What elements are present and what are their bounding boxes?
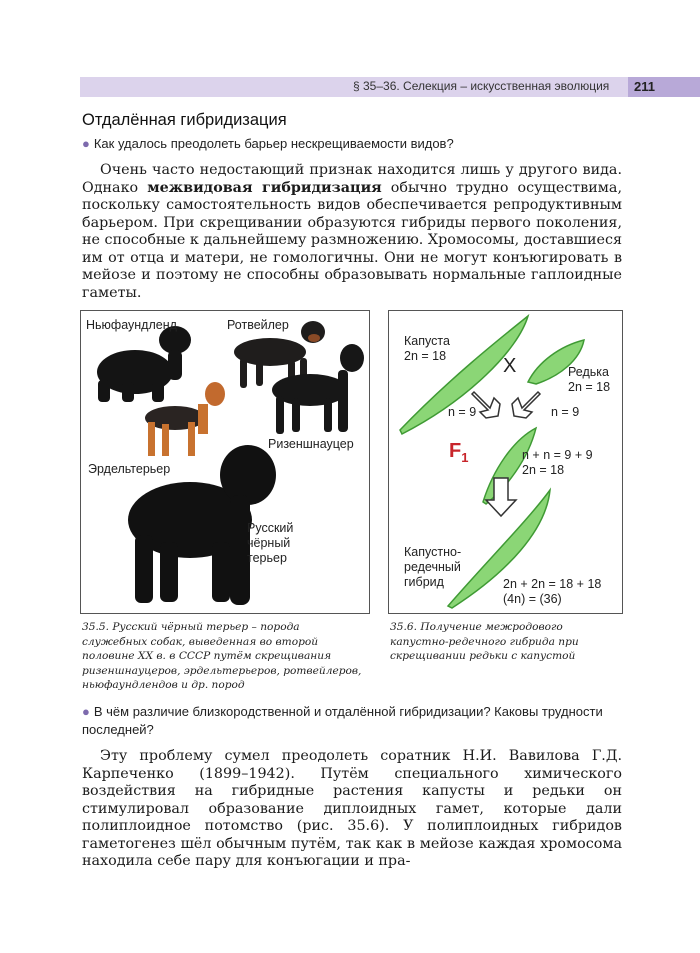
paragraph-2 — [82, 748, 622, 871]
label-hybrid-line1: Капустно- — [404, 545, 462, 559]
question-1 — [82, 135, 622, 153]
caption-35-6-number: 35.6. — [390, 621, 417, 633]
arrow-left-icon — [472, 392, 500, 418]
caption-35-5-text: Русский чёрный терьер – порода служебных собак, выведенная во второй половине XX в. в СССР путём скрещивания ризеншнауцеров, эрдельтерьеров, ротвейлеров, ньюфаундлендов и др. пород — [82, 621, 362, 691]
question-2-text: В чём различие близкородственной и отдалённой гибридизации? Каковы трудности последней? — [82, 704, 603, 737]
caption-35-6-text: Получение межродового капустно-редечного гибрида при скрещивании редьки с капустой — [390, 621, 579, 662]
label-rottweiler: Ротвейлер — [227, 318, 289, 332]
gamete-right: n = 9 — [551, 405, 580, 419]
label-cabbage-name: Капуста — [404, 334, 450, 348]
para1-part2: обычно трудно осуществима, поскольку самостоятельность видов обеспечивается репродуктивным барьером. При скрещивании образуются гибриды первого поколения, не способные к дальнейшему размножению. Хромосомы, доставшиеся им от отца и матери, не гомологичны. Они не могут конъюгировать в мейозе и поэтому не способны образовывать нормальные гаплоидные гаметы. — [82, 179, 622, 301]
label-giant-schnauzer: Ризеншнауцер — [268, 437, 354, 451]
f1-label — [449, 440, 468, 465]
f1-letter: F — [449, 440, 462, 462]
f1-subscript: 1 — [461, 450, 469, 465]
cross-sign: X — [503, 355, 517, 377]
label-hybrid-line3: гибрид — [404, 575, 444, 589]
hybrid-formula-line1: 2n + 2n = 18 + 18 — [503, 577, 602, 591]
f1-formula-line2: 2n = 18 — [522, 463, 565, 477]
bullet-icon: ● — [82, 136, 90, 151]
arrow-right-icon — [512, 392, 540, 418]
label-black-terrier-line1: Русский — [247, 521, 294, 535]
caption-35-5 — [82, 620, 368, 693]
page-number: 211 — [628, 77, 700, 97]
label-radish-name: Редька — [568, 365, 609, 379]
label-black-terrier — [247, 521, 293, 566]
label-radish — [568, 365, 610, 395]
paragraph-1 — [82, 162, 622, 302]
label-radish-chromosomes: 2n = 18 — [568, 380, 611, 394]
label-airedale: Эрдельтерьер — [88, 462, 171, 476]
para1-term: межвидовая гибридизация — [147, 179, 382, 196]
gamete-left: n = 9 — [448, 405, 477, 419]
question-2 — [82, 703, 622, 739]
running-title: § 35–36. Селекция – искусственная эволюция — [353, 79, 610, 93]
label-newfoundland: Ньюфаундленд — [86, 318, 177, 332]
f1-formula-line1: n + n = 9 + 9 — [522, 448, 593, 462]
label-black-terrier-line3: терьер — [247, 551, 287, 565]
label-hybrid — [404, 545, 461, 590]
section-title: Отдалённая гибридизация — [82, 111, 287, 129]
label-cabbage-chromosomes: 2n = 18 — [404, 349, 447, 363]
para1-part1: Очень часто недостающий признак находится лишь у другого вида. Однако — [82, 162, 622, 196]
para2-text: Эту проблему сумел преодолеть соратник Н.И. Вавилова Г.Д. Карпеченко (1899–1942). Путём специального химического воздействия на гибридные растения капусты и редьки он стимулировал образование диплоидных гамет, которые дали полиплоидное потомство (рис. 35.6). У полиплоидных гибридов гаметогенез шёл обычным путём, так как в мейозе каждая хромосома находила себе пару для конъюгации и пра- — [82, 748, 622, 869]
question-1-text: Как удалось преодолеть барьер нескрещиваемости видов? — [93, 136, 454, 151]
bullet-icon: ● — [82, 704, 90, 719]
label-hybrid-line2: редечный — [404, 560, 461, 574]
label-black-terrier-line2: чёрный — [247, 536, 291, 550]
f1-formula — [522, 448, 593, 478]
caption-35-5-number: 35.5. — [82, 621, 109, 633]
caption-35-6 — [390, 620, 622, 664]
label-cabbage — [404, 334, 450, 364]
hybrid-formula-line2: (4n) = (36) — [503, 592, 562, 606]
hybrid-formula — [503, 577, 601, 607]
newfoundland-dog — [97, 326, 191, 402]
